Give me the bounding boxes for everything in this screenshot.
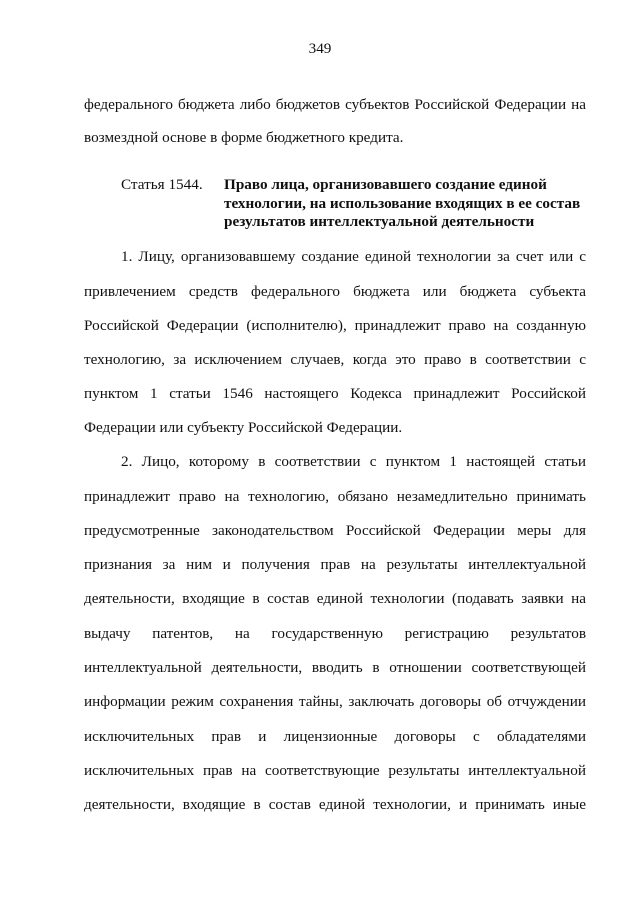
paragraph-1-line: привлечением средств федерального бюджета или бюджета субъекта (84, 283, 586, 300)
article-heading-line: технологии, на использование входящих в ее состав (224, 195, 581, 212)
paragraph-2-line: исключительных прав на соответствующие результаты интеллектуальной (84, 762, 586, 779)
paragraph-2-line: деятельности, входящие в состав единой технологии (подавать заявки на (84, 590, 586, 607)
article-heading-line: Право лица, организовавшего создание единой (224, 176, 547, 193)
paragraph-2-line: признания за ним и получения прав на результаты интеллектуальной (84, 556, 586, 573)
paragraph-2-line: принадлежит право на технологию, обязано незамедлительно принимать (84, 488, 586, 505)
paragraph-1-line: 1. Лицу, организовавшему создание единой технологии за счет или с (121, 248, 586, 265)
paragraph-2-line: предусмотренные законодательством Российской Федерации меры для (84, 522, 586, 539)
intro-line: возмездной основе в форме бюджетного кредита. (84, 129, 404, 146)
paragraph-1-line: Российской Федерации (исполнителю), принадлежит право на созданную (84, 317, 586, 334)
paragraph-2-line: выдачу патентов, на государственную регистрацию результатов (84, 625, 586, 642)
paragraph-2-line: 2. Лицо, которому в соответствии с пунктом 1 настоящей статьи (121, 453, 586, 470)
page-number: 349 (308, 40, 332, 57)
paragraph-2-line: информации режим сохранения тайны, заключать договоры об отчуждении (84, 693, 586, 710)
paragraph-1-line: Федерации или субъекту Российской Федерации. (84, 419, 403, 436)
paragraph-2-line: интеллектуальной деятельности, вводить в отношении соответствующей (84, 659, 586, 676)
article-label: Статья 1544. (121, 176, 203, 193)
article-heading-line: результатов интеллектуальной деятельности (224, 213, 535, 230)
intro-line: федерального бюджета либо бюджетов субъектов Российской Федерации на (84, 96, 586, 113)
paragraph-2-line: исключительных прав и лицензионные договоры с обладателями (84, 728, 586, 745)
paragraph-2-line: деятельности, входящие в состав единой технологии, и принимать иные (84, 796, 586, 813)
paragraph-1-line: технологию, за исключением случаев, когда это право в соответствии с (84, 351, 586, 368)
paragraph-1-line: пунктом 1 статьи 1546 настоящего Кодекса принадлежит Российской (84, 385, 586, 402)
